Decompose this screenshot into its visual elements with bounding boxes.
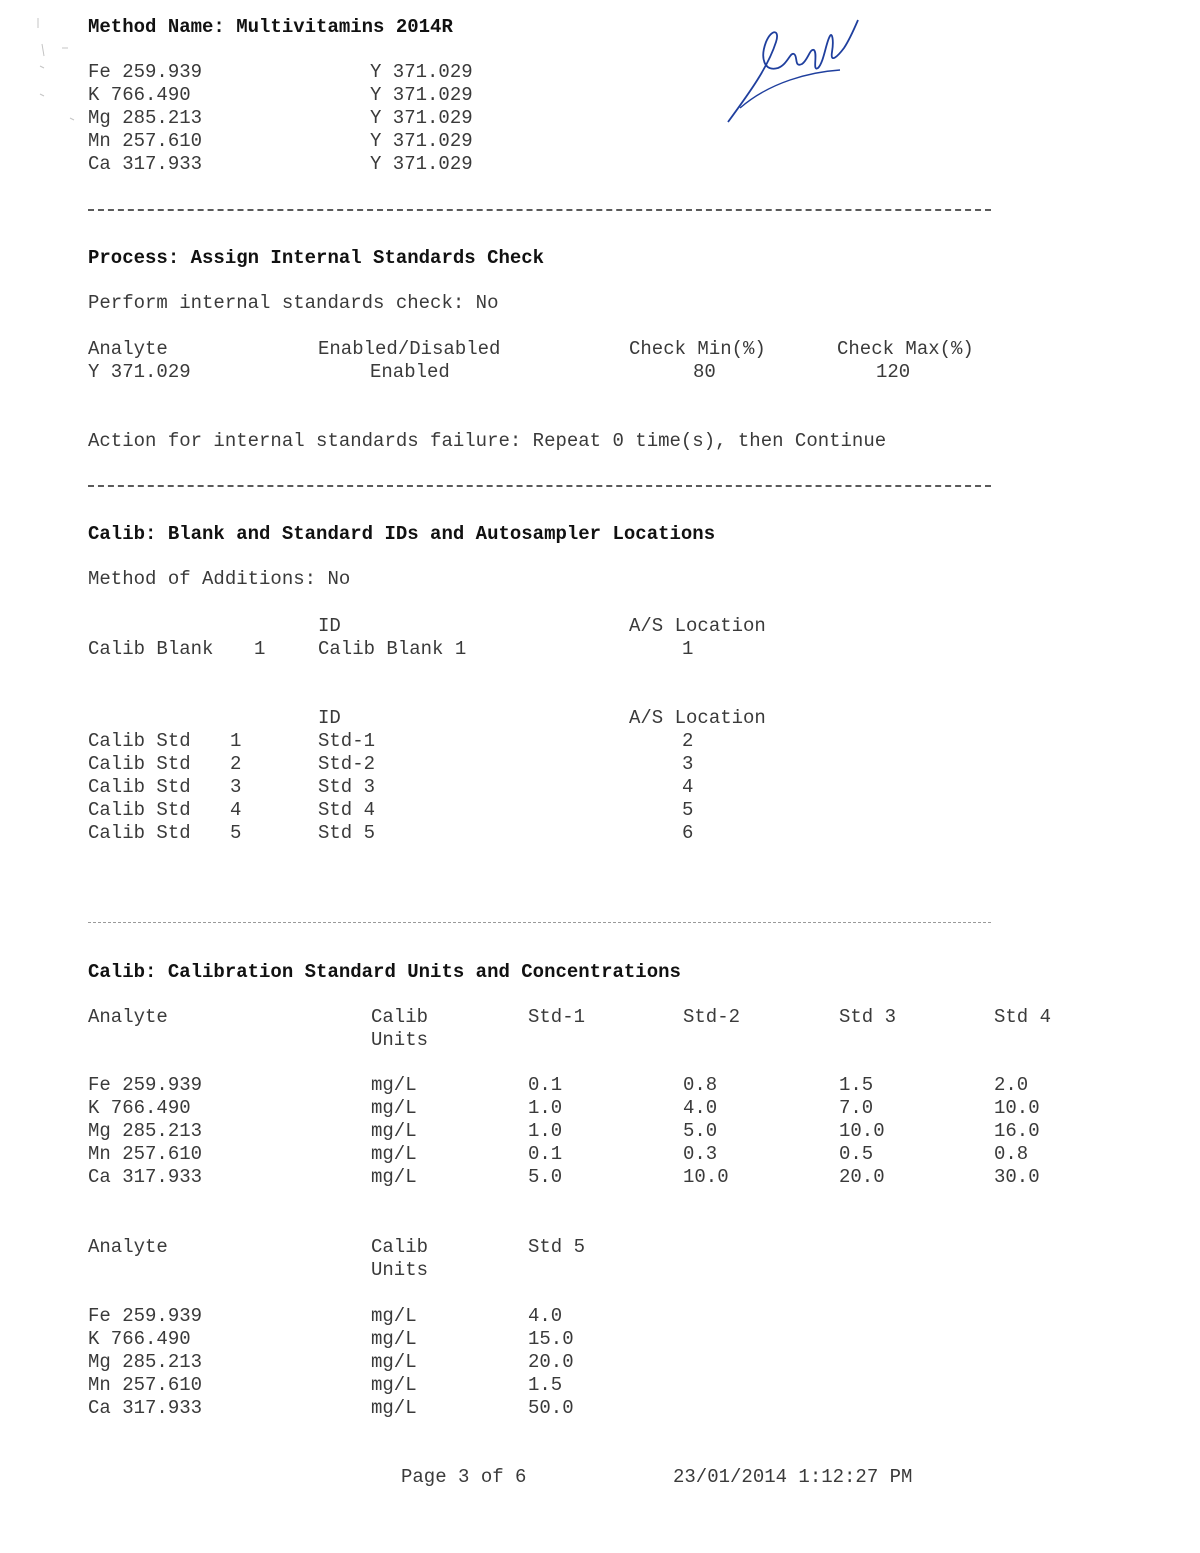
table-cell-location: 2 — [682, 730, 694, 752]
table-cell-label: Calib Std — [88, 730, 191, 752]
table-cell-units: mg/L — [371, 1397, 417, 1419]
table-cell-value: 16.0 — [994, 1120, 1040, 1142]
table-cell-label: Calib Std — [88, 822, 191, 844]
table-cell-value: 20.0 — [528, 1351, 574, 1373]
table-cell-num: 4 — [230, 799, 242, 821]
table-cell-units: mg/L — [371, 1120, 417, 1142]
table-cell-analyte: Y 371.029 — [88, 361, 191, 383]
table-cell-label: Calib Blank — [88, 638, 214, 660]
column-header-analyte: Analyte — [88, 1236, 168, 1258]
list-item-analyte: Ca 317.933 — [88, 153, 203, 175]
list-item-analyte: K 766.490 — [88, 84, 191, 106]
table-cell-analyte: Mn 257.610 — [88, 1143, 203, 1165]
list-item-standard: Y 371.029 — [370, 130, 473, 152]
list-item-standard: Y 371.029 — [370, 153, 473, 175]
table-cell-num: 2 — [230, 753, 242, 775]
table-cell-id: Std-1 — [318, 730, 376, 752]
column-header-id: ID — [318, 615, 341, 637]
print-timestamp: 23/01/2014 1:12:27 PM — [673, 1466, 913, 1488]
table-cell-max: 120 — [876, 361, 911, 383]
table-cell-units: mg/L — [371, 1074, 417, 1096]
table-cell-value: 5.0 — [528, 1166, 563, 1188]
section-divider — [88, 485, 991, 487]
table-cell-analyte: Mg 285.213 — [88, 1120, 203, 1142]
table-cell-value: 10.0 — [839, 1120, 885, 1142]
column-header-check-min: Check Min(%) — [629, 338, 766, 360]
list-item-analyte: Fe 259.939 — [88, 61, 203, 83]
column-header-id: ID — [318, 707, 341, 729]
table-cell-label: Calib Std — [88, 753, 191, 775]
column-header-location: A/S Location — [629, 615, 766, 637]
table-cell-location: 1 — [682, 638, 694, 660]
page-number: Page 3 of 6 — [401, 1466, 527, 1488]
table-cell-units: mg/L — [371, 1143, 417, 1165]
table-cell-location: 3 — [682, 753, 694, 775]
column-header-std: Std 3 — [839, 1006, 897, 1028]
table-cell-analyte: Fe 259.939 — [88, 1305, 203, 1327]
table-cell-analyte: Fe 259.939 — [88, 1074, 203, 1096]
section-divider — [88, 209, 991, 211]
table-cell-value: 0.3 — [683, 1143, 718, 1165]
column-header-units: Calib — [371, 1236, 429, 1258]
method-additions-line: Method of Additions: No — [88, 568, 351, 590]
column-header-units: Units — [371, 1029, 429, 1051]
table-cell-num: 3 — [230, 776, 242, 798]
table-cell-analyte: K 766.490 — [88, 1097, 191, 1119]
table-cell-id: Calib Blank 1 — [318, 638, 467, 660]
failure-action-line: Action for internal standards failure: Repeat 0 time(s), then Continue — [88, 430, 887, 452]
table-cell-value: 0.1 — [528, 1074, 563, 1096]
table-cell-value: 1.5 — [839, 1074, 874, 1096]
table-cell-value: 10.0 — [683, 1166, 729, 1188]
table-cell-label: Calib Std — [88, 776, 191, 798]
table-cell-min: 80 — [693, 361, 716, 383]
column-header-std: Std-1 — [528, 1006, 586, 1028]
column-header-units: Calib — [371, 1006, 429, 1028]
table-cell-value: 20.0 — [839, 1166, 885, 1188]
table-cell-value: 5.0 — [683, 1120, 718, 1142]
table-cell-id: Std 5 — [318, 822, 376, 844]
list-item-analyte: Mn 257.610 — [88, 130, 203, 152]
table-cell-value: 4.0 — [528, 1305, 563, 1327]
table-cell-location: 5 — [682, 799, 694, 821]
method-name: Method Name: Multivitamins 2014R — [88, 16, 453, 38]
table-cell-value: 0.8 — [683, 1074, 718, 1096]
column-header-units: Units — [371, 1259, 429, 1281]
table-cell-value: 30.0 — [994, 1166, 1040, 1188]
column-header-check-max: Check Max(%) — [837, 338, 974, 360]
perform-check-line: Perform internal standards check: No — [88, 292, 499, 314]
column-header-std: Std-2 — [683, 1006, 741, 1028]
table-cell-num: 1 — [230, 730, 242, 752]
table-cell-analyte: Mg 285.213 — [88, 1351, 203, 1373]
table-cell-analyte: Mn 257.610 — [88, 1374, 203, 1396]
table-cell-analyte: K 766.490 — [88, 1328, 191, 1350]
table-cell-location: 6 — [682, 822, 694, 844]
table-cell-num: 5 — [230, 822, 242, 844]
table-cell-units: mg/L — [371, 1351, 417, 1373]
table-cell-value: 10.0 — [994, 1097, 1040, 1119]
list-item-standard: Y 371.029 — [370, 61, 473, 83]
list-item-standard: Y 371.029 — [370, 84, 473, 106]
table-cell-value: 0.8 — [994, 1143, 1029, 1165]
margin-marks — [30, 14, 80, 124]
table-cell-location: 4 — [682, 776, 694, 798]
table-cell-value: 4.0 — [683, 1097, 718, 1119]
table-cell-id: Std-2 — [318, 753, 376, 775]
table-cell-num: 1 — [254, 638, 266, 660]
table-cell-analyte: Ca 317.933 — [88, 1397, 203, 1419]
table-cell-value: 1.5 — [528, 1374, 563, 1396]
table-cell-value: 0.1 — [528, 1143, 563, 1165]
column-header-analyte: Analyte — [88, 1006, 168, 1028]
table-cell-value: 2.0 — [994, 1074, 1029, 1096]
column-header-analyte: Analyte — [88, 338, 168, 360]
column-header-std: Std 5 — [528, 1236, 586, 1258]
table-cell-units: mg/L — [371, 1097, 417, 1119]
table-cell-value: 50.0 — [528, 1397, 574, 1419]
table-cell-value: 1.0 — [528, 1097, 563, 1119]
column-header-location: A/S Location — [629, 707, 766, 729]
column-header-enabled: Enabled/Disabled — [318, 338, 501, 360]
table-cell-id: Std 4 — [318, 799, 376, 821]
table-cell-analyte: Ca 317.933 — [88, 1166, 203, 1188]
table-cell-units: mg/L — [371, 1166, 417, 1188]
calib-conc-section-title: Calib: Calibration Standard Units and Concentrations — [88, 961, 681, 983]
signature-mark — [720, 12, 870, 127]
table-cell-value: 15.0 — [528, 1328, 574, 1350]
section-divider — [88, 922, 991, 923]
table-cell-id: Std 3 — [318, 776, 376, 798]
process-section-title: Process: Assign Internal Standards Check — [88, 247, 545, 269]
list-item-standard: Y 371.029 — [370, 107, 473, 129]
table-cell-units: mg/L — [371, 1328, 417, 1350]
table-cell-units: mg/L — [371, 1305, 417, 1327]
table-cell-value: 0.5 — [839, 1143, 874, 1165]
table-cell-label: Calib Std — [88, 799, 191, 821]
table-cell-units: mg/L — [371, 1374, 417, 1396]
calib-ids-section-title: Calib: Blank and Standard IDs and Autosampler Locations — [88, 523, 716, 545]
column-header-std: Std 4 — [994, 1006, 1052, 1028]
table-cell-value: 7.0 — [839, 1097, 874, 1119]
list-item-analyte: Mg 285.213 — [88, 107, 203, 129]
table-cell-status: Enabled — [370, 361, 450, 383]
table-cell-value: 1.0 — [528, 1120, 563, 1142]
